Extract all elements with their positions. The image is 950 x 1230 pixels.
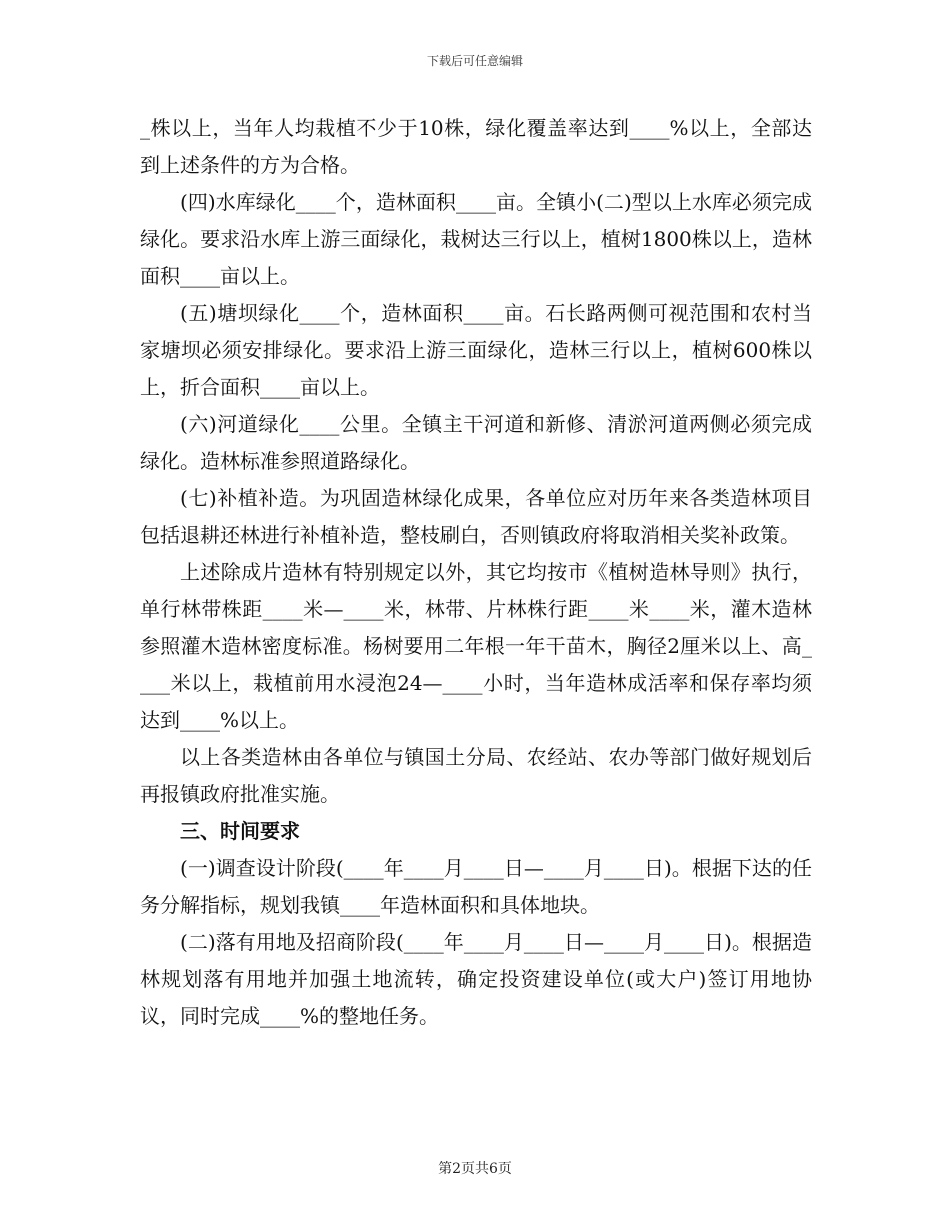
paragraph-replanting: (七)补植补造。为巩固造林绿化成果，各单位应对历年来各类造林项目包括退耕还林进行补植补造，整枝刷白，否则镇政府将取消相关奖补政策。 bbox=[140, 486, 812, 547]
paragraph-planting-standards: 上述除成片造林有特别规定以外，其它均按市《植树造林导则》执行，单行林带株距____米—____米，林带、片林株行距____米____米，灌木造林参照灌木造林密度标准。杨树要用二年根一年干苗木，胸径2厘米以上、高____米以上，栽植前用水浸泡24—____小时，当年造林成活率和保存率均须达到____%以上。 bbox=[140, 560, 812, 732]
page-number-footer: 第2页共6页 bbox=[438, 1161, 512, 1177]
paragraph-planning-approval: 以上各类造林由各单位与镇国土分局、农经站、农办等部门做好规划后再报镇政府批准实施。 bbox=[140, 745, 812, 806]
document-body bbox=[140, 110, 812, 1035]
paragraph-land-investment-stage: (二)落有用地及招商阶段(____年____月____日—____月____日)。根据造林规划落有用地并加强土地流转，确定投资建设单位(或大户)签订用地协议，同时完成____%的整地任务。 bbox=[140, 930, 812, 1028]
paragraph-river-greening: (六)河道绿化____公里。全镇主干河道和新修、清淤河道两侧必须完成绿化。造林标准参照道路绿化。 bbox=[140, 412, 812, 473]
paragraph-continuation: _株以上，当年人均栽植不少于10株，绿化覆盖率达到____%以上，全部达到上述条件的方为合格。 bbox=[140, 116, 812, 177]
section-heading-time-requirements: 三、时间要求 bbox=[180, 819, 300, 843]
paragraph-pond-greening: (五)塘坝绿化____个，造林面积____亩。石长路两侧可视范围和农村当家塘坝必须安排绿化。要求沿上游三面绿化，造林三行以上，植树600株以上，折合面积____亩以上。 bbox=[140, 301, 812, 399]
paragraph-survey-design-stage: (一)调查设计阶段(____年____月____日—____月____日)。根据下达的任务分解指标，规划我镇____年造林面积和具体地块。 bbox=[140, 856, 812, 917]
paragraph-reservoir-greening: (四)水库绿化____个，造林面积____亩。全镇小(二)型以上水库必须完成绿化。要求沿水库上游三面绿化，栽树达三行以上，植树1800株以上，造林面积____亩以上。 bbox=[140, 190, 812, 288]
page-header: 下载后可任意编辑 bbox=[426, 54, 523, 68]
